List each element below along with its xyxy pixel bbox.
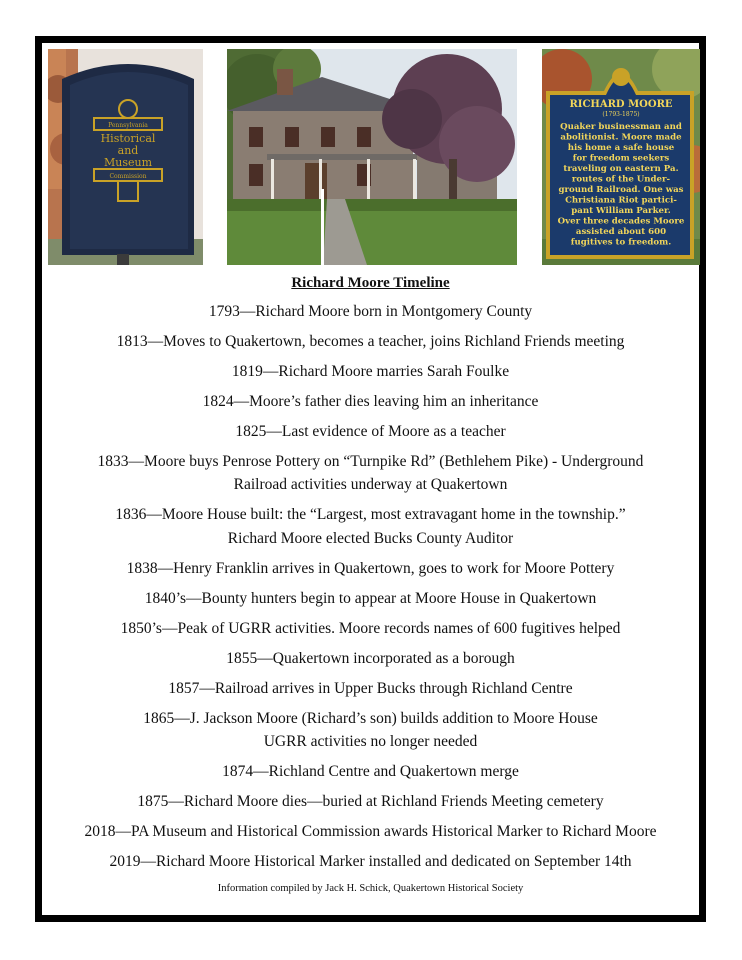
timeline-list [42,300,699,874]
marker-line: Quaker businessman and [560,122,682,132]
timeline-entry-line: 1865—J. Jackson Moore (Richard’s son) builds addition to Moore House [143,709,598,727]
timeline-content [42,273,699,896]
timeline-entry [42,360,699,384]
timeline-entry [42,647,699,671]
timeline-entry-line: 1874—Richland Centre and Quakertown merge [222,763,519,780]
marker-title: RICHARD MOORE [569,99,673,110]
historical-marker-photo [542,49,700,265]
marker-line: traveling on eastern Pa. [563,164,679,174]
timeline-entry-line: 1824—Moore’s father dies leaving him an inheritance [202,392,539,410]
page-frame [35,36,706,922]
timeline-entry [42,300,699,324]
timeline-entry-line: 1855—Quakertown incorporated as a borough [226,649,515,667]
timeline-entry-line: 2018—PA Museum and Historical Commission awards Historical Marker to Richard Moore [84,823,657,840]
timeline-entry [42,820,699,844]
credit-line: Information compiled by Jack H. Schick, Quakertown Historical Society [217,882,524,894]
banner-photo [48,49,203,265]
banner-line-2: Historical [100,132,156,145]
timeline-entry [42,617,699,641]
marker-line: fugitives to freedom. [570,237,672,248]
page-title: Richard Moore Timeline [291,275,450,291]
timeline-entry [42,707,699,754]
timeline-entry [42,850,699,874]
timeline-entry [42,790,699,814]
photo-strip [42,43,699,273]
marker-line: his home a safe house [567,143,675,153]
marker-line: Over three decades Moore [557,216,685,227]
banner-line-5: Commission [109,173,147,180]
timeline-entry [42,760,699,784]
timeline-entry [42,450,699,497]
banner-line-3: and [117,144,139,157]
timeline-entry [42,503,699,550]
moore-house-photo [227,49,517,265]
timeline-entry [42,557,699,581]
marker-line: pant William Parker. [571,206,671,216]
timeline-entry-line: Richard Moore elected Bucks County Auditor [227,529,514,547]
timeline-entry-line: 1813—Moves to Quakertown, becomes a teacher, joins Richland Friends meeting [116,332,625,350]
timeline-entry-line: 1875—Richard Moore dies—buried at Richland Friends Meeting cemetery [137,793,604,810]
timeline-entry-line: 1836—Moore House built: the “Largest, most extravagant home in the township.” [115,506,626,523]
timeline-entry-line: 1850’s—Peak of UGRR activities. Moore records names of 600 fugitives helped [120,619,621,637]
timeline-entry-line: 1819—Richard Moore marries Sarah Foulke [231,362,510,380]
timeline-entry-line: 1833—Moore buys Penrose Pottery on “Turnpike Rd” (Bethlehem Pike) - Underground [97,452,644,470]
marker-line: assisted about 600 [575,227,667,237]
timeline-entry-line: UGRR activities no longer needed [263,733,478,750]
timeline-entry-line: 1857—Railroad arrives in Upper Bucks through Richland Centre [168,679,573,697]
marker-line: routes of the Under- [571,174,671,185]
timeline-entry [42,587,699,611]
banner-line-4: Museum [103,156,153,169]
timeline-entry [42,677,699,701]
timeline-entry-line: 1838—Henry Franklin arrives in Quakertown, goes to work for Moore Pottery [126,559,615,577]
marker-line: ground Railroad. One was [558,185,684,195]
banner-line-1: Pennsylvania [108,122,148,129]
timeline-entry [42,330,699,354]
timeline-entry-line: 1793—Richard Moore born in Montgomery County [208,302,533,320]
timeline-entry-line: 1825—Last evidence of Moore as a teacher [235,422,506,440]
timeline-entry-line: 2019—Richard Moore Historical Marker installed and dedicated on September 14th [109,853,632,870]
timeline-entry-line: 1840’s—Bounty hunters begin to appear at Moore House in Quakertown [144,589,597,607]
marker-line: Christiana Riot partici- [565,195,677,206]
marker-line: for freedom seekers [572,153,670,164]
marker-dates: (1793-1875) [602,111,640,118]
timeline-entry [42,420,699,444]
marker-line: abolitionist. Moore made [560,132,682,143]
timeline-entry [42,390,699,414]
timeline-entry-line: Railroad activities underway at Quakertown [233,476,508,493]
